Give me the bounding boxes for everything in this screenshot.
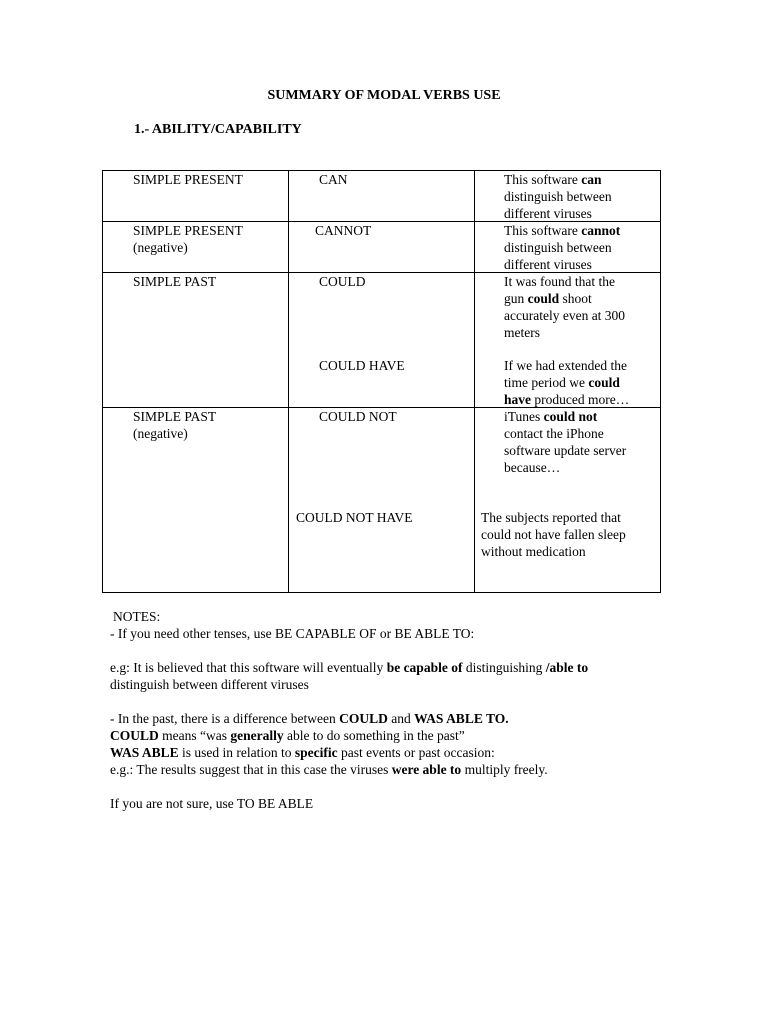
note-line: - In the past, there is a difference between COULD and WAS ABLE TO. — [110, 711, 509, 726]
table-cell-modal: CAN — [319, 172, 348, 187]
note-line: distinguish between different viruses — [110, 677, 309, 692]
table-cell-modal: COULD NOT — [319, 409, 397, 424]
note-line: e.g.: The results suggest that in this case the viruses were able to multiply freely. — [110, 762, 548, 777]
note-line: - If you need other tenses, use BE CAPABLE OF or BE ABLE TO: — [110, 626, 475, 641]
notes-section — [110, 608, 710, 812]
table-cell-example: It was found that the gun could shoot accurately even at 300 meters — [504, 274, 626, 340]
table-cell-example: This software can distinguish between different viruses — [504, 172, 612, 221]
notes-heading: NOTES: — [113, 609, 161, 624]
table-cell-example: This software cannot distinguish between different viruses — [504, 223, 621, 272]
note-line: If you are not sure, use TO BE ABLE — [110, 796, 314, 811]
table-cell-tense: SIMPLE PAST (negative) — [133, 409, 217, 441]
table-cell-example: The subjects reported that could not have fallen sleep without medication — [481, 510, 626, 559]
note-line: WAS ABLE is used in relation to specific past events or past occasion: — [110, 745, 495, 760]
note-line: COULD means “was generally able to do something in the past” — [110, 728, 465, 743]
table-cell-modal: COULD — [319, 274, 366, 289]
table-cell-tense: SIMPLE PRESENT (negative) — [133, 223, 243, 255]
page-title: SUMMARY OF MODAL VERBS USE — [267, 88, 501, 103]
table-cell-tense: SIMPLE PAST — [133, 274, 217, 289]
note-line: e.g: It is believed that this software will eventually be capable of distinguishing /able to — [110, 660, 589, 675]
table-cell-modal: COULD HAVE — [319, 358, 405, 373]
table-cell-example: iTunes could not contact the iPhone software update server because… — [504, 409, 627, 475]
table-cell-tense: SIMPLE PRESENT — [133, 172, 243, 187]
table-cell-modal: CANNOT — [315, 223, 372, 238]
table-cell-modal: COULD NOT HAVE — [296, 510, 413, 525]
table-cell-example: If we had extended the time period we could have produced more… — [504, 358, 630, 407]
section-heading: 1.- ABILITY/CAPABILITY — [134, 122, 302, 137]
